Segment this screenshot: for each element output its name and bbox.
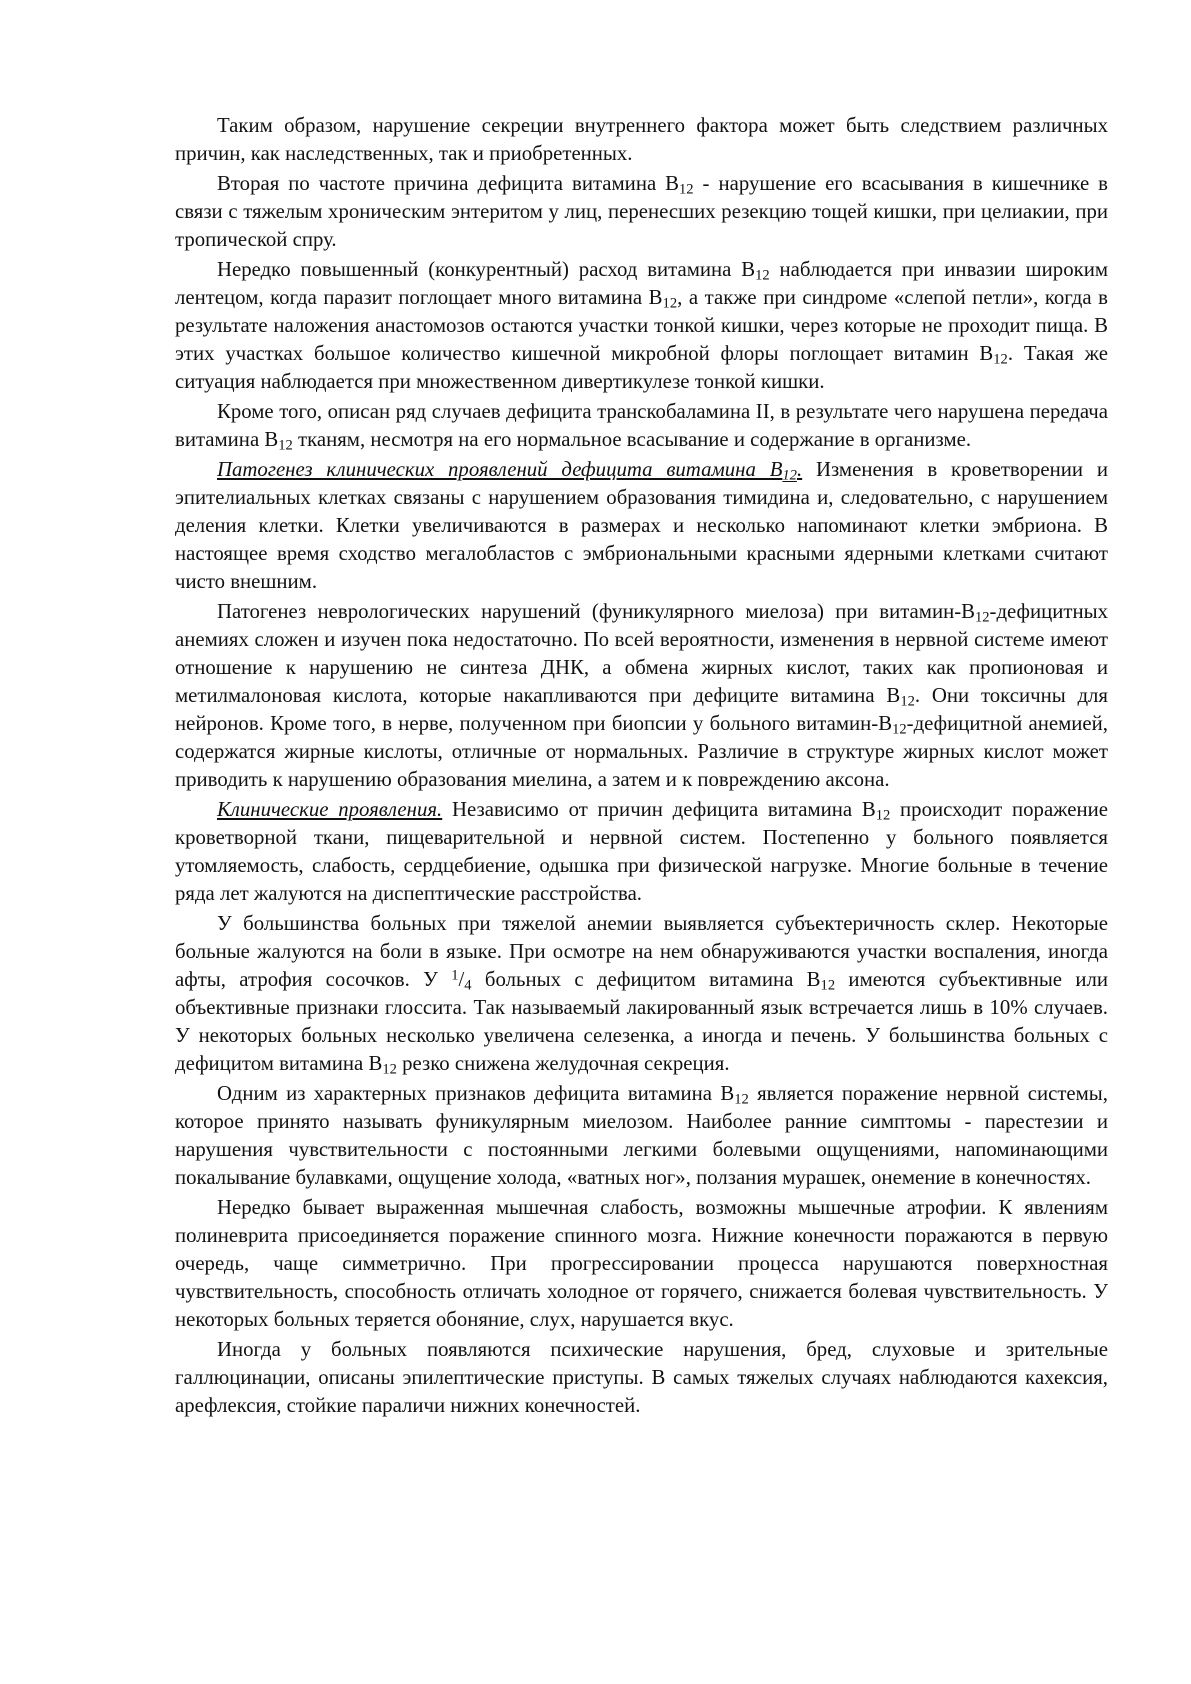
subscript: 4 (464, 977, 472, 994)
text-run: , а также при синдроме «слепой петли», когда в результате наложения анастомозов остаются участки тонкой кишки, через которые не проходит пища. В этих участках большое количество кишечной микробной флоры поглощает витамин B (175, 286, 1108, 365)
text-run: Таким образом, нарушение секреции внутреннего фактора может быть следствием различных причин, как наследственных, так и приобретенных. (175, 114, 1108, 165)
text-run: Одним из характерных признаков дефицита витамина B (217, 1082, 735, 1105)
subscript: 12 (892, 721, 907, 738)
subscript: 12 (662, 295, 678, 312)
text-run: Иногда у больных появляются психические нарушения, бред, слуховые и зрительные галлюцинации, описаны эпилептические приступы. В самых тяжелых случаях наблюдаются кахексия, арефлексия, стойкие параличи нижних конечностей. (175, 1338, 1108, 1417)
paragraph (175, 256, 1108, 396)
section-heading: 12 (782, 467, 797, 484)
text-run: -дефицитной анемией, содержатся жирные кислоты, отличные от нормальных. Различие в структуре жирных кислот может приводить к нарушению образования миелина, а затем и к повреждению аксона. (175, 712, 1108, 791)
paragraph (175, 1194, 1108, 1334)
section-heading: . (796, 458, 803, 481)
text-run: Нередко бывает выраженная мышечная слабость, возможны мышечные атрофии. К явлениям полиневрита присоединяется поражение спинного мозга. Нижние конечности поражаются в первую очередь, чаще симметрично. При прогрессировании процесса нарушаются поверхностная чувствительность, способность отличать холодное от горячего, снижается болевая чувствительность. У некоторых больных теряется обоняние, слух, нарушается вкус. (175, 1196, 1108, 1331)
text-run: тканям, несмотря на его нормальное всасывание и содержание в организме. (292, 428, 972, 451)
subscript: 12 (755, 267, 770, 284)
text-run: является поражение нервной системы, которое принято называть фуникулярным миелозом. Наиболее ранние симптомы - парестезии и нарушения чувствительности с постоянными легкими болевыми ощущениями, напоминающими покалывание булавками, ощущение холода, «ватных ног», ползания мурашек, онемение в конечностях. (175, 1082, 1108, 1189)
text-run: наблюдается при инвазии широким лентецом, когда паразит поглощает много витамина B (175, 258, 1108, 309)
text-run: Нередко повышенный (конкурентный) расход витамина B (217, 258, 756, 281)
paragraph (175, 1080, 1108, 1192)
text-run: Вторая по частоте причина дефицита витамина B (217, 172, 680, 195)
text-run: больных с дефицитом витамина B (471, 968, 821, 991)
subscript: 12 (975, 609, 990, 626)
text-run: - нарушение его всасывания в кишечнике в связи с тяжелым хроническим энтеритом у лиц, перенесших резекцию тощей кишки, при целиакии, при тропической спру. (175, 172, 1108, 251)
subscript: 12 (820, 977, 836, 994)
subscript: 12 (993, 351, 1008, 368)
text-run: . Такая же ситуация наблюдается при множественном дивертикулезе тонкой кишки. (175, 342, 1108, 393)
text-run: имеются субъективные или объективные признаки глоссита. Так называемый лакированный язык встречается лишь в 10% случаев. У некоторых больных несколько увеличена селезенка, а иногда и печень. У большинства больных с дефицитом витамина B (175, 968, 1109, 1075)
text-run: Кроме того, описан ряд случаев дефицита транскобаламина II, в результате чего нарушена передача витамина B (175, 400, 1108, 451)
paragraph (175, 456, 1108, 596)
text-run: Независимо от причин дефицита витамина B (442, 798, 876, 821)
paragraph (175, 398, 1108, 454)
subscript: 12 (734, 1091, 749, 1108)
section-heading: Патогенез клинических проявлений дефицита витамина B (217, 458, 783, 481)
section-heading: Клинические проявления. (217, 798, 443, 821)
text-run: Изменения в кроветворении и эпителиальных клетках связаны с нарушением образования тимидина и, следовательно, с нарушением деления клетки. Клетки увеличиваются в размерах и несколько напоминают клетки эмбриона. В настоящее время сходство мегалобластов с эмбриональными красными ядерными клетками считают чисто внешним. (175, 458, 1108, 593)
subscript: 12 (278, 437, 293, 454)
text-run: резко снижена желудочная секреция. (396, 1052, 730, 1075)
text-run: происходит поражение кроветворной ткани, пищеварительной и нервной систем. Постепенно у больного появляется утомляемость, слабость, сердцебиение, одышка при физической нагрузке. Многие больные в течение ряда лет жалуются на диспептические расстройства. (175, 798, 1108, 905)
paragraph (175, 598, 1108, 794)
text-run: -дефицитных анемиях сложен и изучен пока недостаточно. По всей вероятности, изменения в нервной системе имеют отношение к нарушению не синтеза ДНК, а обмена жирных кислот, таких как пропионовая и метилмалоновая кислота, которые накапливаются при дефиците витамина B (175, 600, 1108, 707)
paragraph (175, 910, 1108, 1078)
subscript: 12 (900, 693, 915, 710)
superscript: 1 (451, 967, 459, 984)
subscript: 12 (679, 181, 694, 198)
document-page (175, 112, 1108, 1422)
text-run: У большинства больных при тяжелой анемии выявляется субъектеричность склер. Некоторые больные жалуются на боли в языке. При осмотре на нем обнаруживаются участки воспаления, иногда афты, атрофия сосочков. У (175, 912, 1108, 991)
paragraph (175, 170, 1108, 254)
text-run: / (458, 968, 465, 991)
subscript: 12 (875, 807, 891, 824)
text-run: . Они токсичны для нейронов. Кроме того, в нерве, полученном при биопсии у больного витамин-B (175, 684, 1108, 735)
text-run: Патогенез неврологических нарушений (фуникулярного миелоза) при витамин-B (217, 600, 975, 623)
paragraph (175, 796, 1108, 908)
paragraph (175, 112, 1108, 168)
paragraph (175, 1336, 1108, 1420)
subscript: 12 (382, 1061, 397, 1078)
